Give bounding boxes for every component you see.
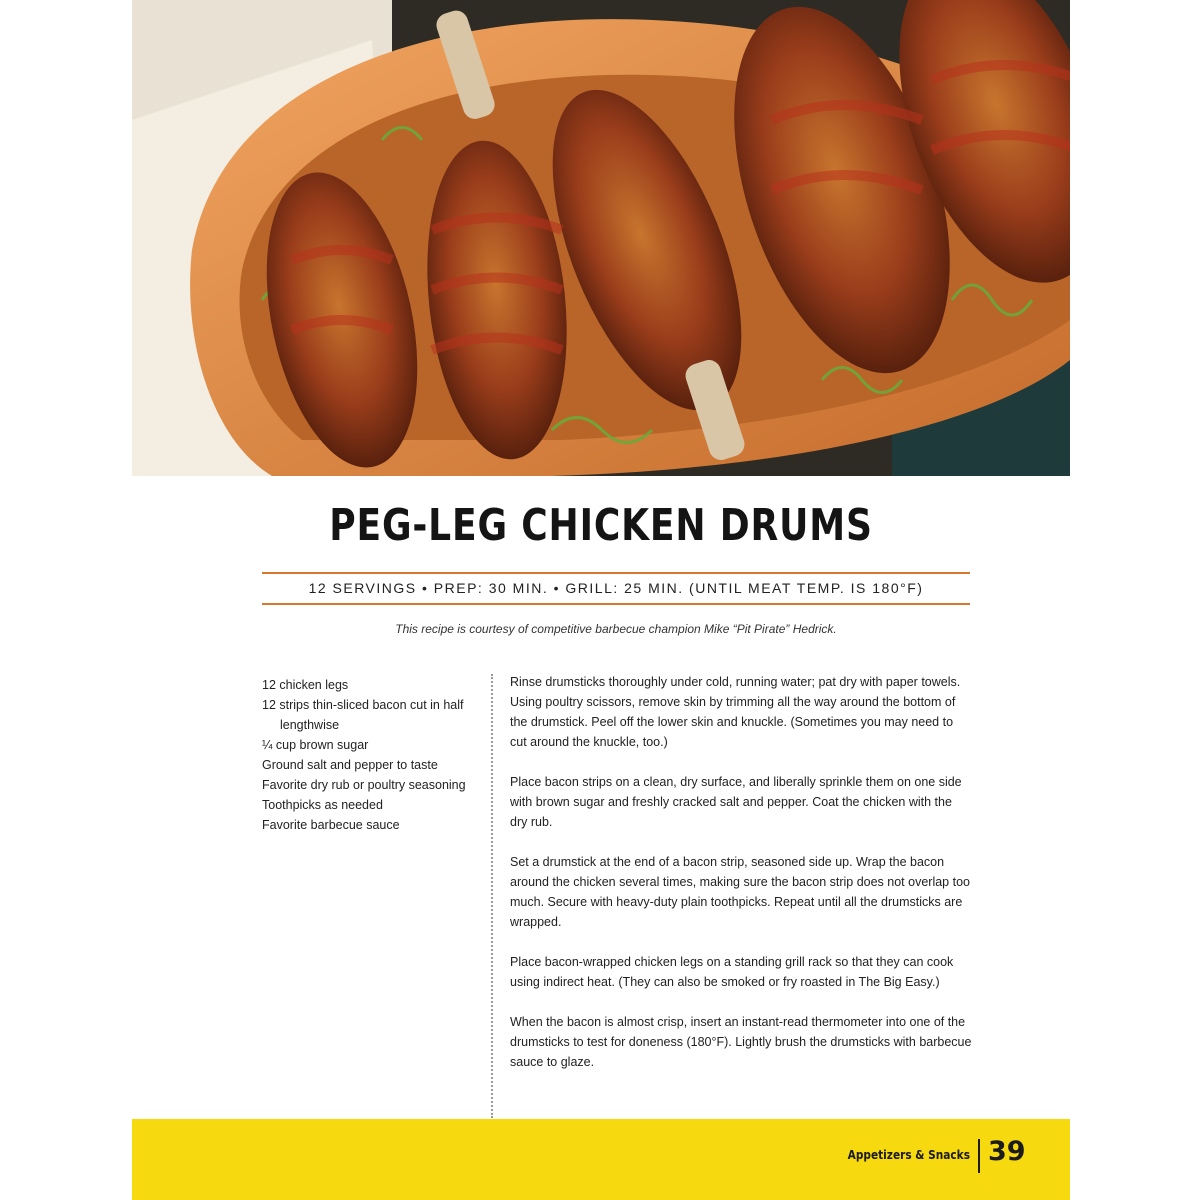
ingredient-item: ¼ cup brown sugar bbox=[262, 738, 369, 752]
footer-separator bbox=[978, 1139, 980, 1173]
servings-timing: 12 SERVINGS • PREP: 30 MIN. • GRILL: 25 MIN. (UNTIL MEAT TEMP. IS 180°F) bbox=[308, 580, 924, 596]
ingredient-item: Favorite barbecue sauce bbox=[262, 818, 400, 832]
directions bbox=[510, 672, 972, 1092]
ingredients-list bbox=[262, 675, 487, 835]
recipe-photo bbox=[132, 0, 1070, 476]
direction-step: Place bacon strips on a clean, dry surface, and liberally sprinkle them on one side with brown sugar and freshly cracked salt and pepper. Coat the chicken with the dry rub. bbox=[510, 775, 962, 829]
direction-step: Place bacon-wrapped chicken legs on a standing grill rack so that they can cook using indirect heat. (They can also be smoked or fry roasted in The Big Easy.) bbox=[510, 955, 954, 989]
recipe-page bbox=[132, 0, 1070, 1200]
ingredient-item: Favorite dry rub or poultry seasoning bbox=[262, 778, 466, 792]
direction-step: Set a drumstick at the end of a bacon strip, seasoned side up. Wrap the bacon around the chicken several times, making sure the bacon strip does not overlap too much. Secure with heavy-duty plain toothpicks. Repeat until all the drumsticks are wrapped. bbox=[510, 855, 970, 929]
ingredient-item: Ground salt and pepper to taste bbox=[262, 758, 438, 772]
drumsticks-illustration bbox=[132, 0, 1070, 476]
column-divider bbox=[491, 674, 493, 1118]
top-rule bbox=[262, 572, 970, 574]
bottom-rule bbox=[262, 603, 970, 605]
ingredient-item: Toothpicks as needed bbox=[262, 798, 383, 812]
ingredient-item: 12 strips thin-sliced bacon cut in half lengthwise bbox=[262, 698, 464, 732]
recipe-credit: This recipe is courtesy of competitive barbecue champion Mike “Pit Pirate” Hedrick. bbox=[395, 622, 837, 636]
page-footer bbox=[132, 1119, 1070, 1200]
direction-step: Rinse drumsticks thoroughly under cold, running water; pat dry with paper towels. Using poultry scissors, remove skin by trimming all the way around the bottom of the drumstick. Peel off the lower skin and knuckle. (Sometimes you may need to cut around the knuckle, too.) bbox=[510, 675, 961, 749]
section-label: Appetizers & Snacks bbox=[847, 1148, 970, 1162]
recipe-title: PEG-LEG CHICKEN DRUMS bbox=[329, 500, 873, 551]
page-number: 39 bbox=[988, 1136, 1026, 1167]
ingredient-item: 12 chicken legs bbox=[262, 678, 349, 692]
direction-step: When the bacon is almost crisp, insert an instant-read thermometer into one of the drumsticks to test for doneness (180°F). Lightly brush the drumsticks with barbecue sauce to glaze. bbox=[510, 1015, 972, 1069]
